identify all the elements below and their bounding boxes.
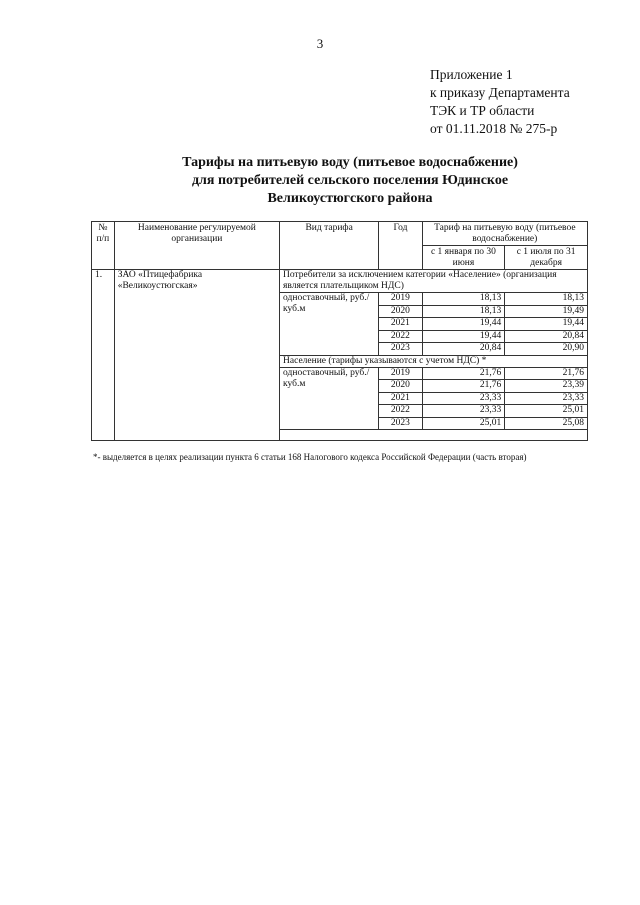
header-org: Наименование регулируемой организации bbox=[114, 222, 279, 270]
tariff-value: 23,33 bbox=[505, 392, 588, 405]
tariff-value: 23,39 bbox=[505, 380, 588, 393]
year-cell: 2021 bbox=[379, 392, 422, 405]
year-cell: 2021 bbox=[379, 318, 422, 331]
document-title bbox=[60, 154, 640, 208]
tariff-value: 23,33 bbox=[422, 392, 505, 405]
tariff-value: 20,90 bbox=[505, 343, 588, 356]
year-cell: 2020 bbox=[379, 380, 422, 393]
tariff-value: 25,01 bbox=[505, 405, 588, 418]
tariff-table bbox=[91, 221, 588, 441]
tariff-value: 18,13 bbox=[422, 293, 505, 306]
section-title: Население (тарифы указываются с учетом НДС) * bbox=[280, 355, 588, 367]
row-number: 1. bbox=[92, 270, 115, 441]
tariff-value: 23,33 bbox=[422, 405, 505, 418]
year-cell: 2019 bbox=[379, 367, 422, 380]
organization-name bbox=[114, 270, 279, 441]
annex-block bbox=[430, 66, 570, 138]
page-number: 3 bbox=[316, 36, 324, 51]
tariff-value: 18,13 bbox=[505, 293, 588, 306]
organization-line: ЗАО «Птицефабрика bbox=[117, 270, 203, 280]
header-tariff: Тариф на питьевую воду (питьевое водоснабжение) bbox=[422, 222, 587, 246]
year-cell: 2022 bbox=[379, 405, 422, 418]
title-line: для потребителей сельского поселения Юдинское bbox=[191, 173, 509, 188]
header-type: Вид тарифа bbox=[280, 222, 379, 270]
tariff-type: одноставочный, руб./куб.м bbox=[280, 293, 379, 356]
header-second-half: с 1 июля по 31 декабря bbox=[505, 246, 588, 270]
annex-line: к приказу Департамента bbox=[430, 85, 570, 100]
tariff-value: 18,13 bbox=[422, 305, 505, 318]
year-cell: 2023 bbox=[379, 343, 422, 356]
title-line: Великоустюгского района bbox=[267, 191, 433, 206]
tariff-value: 25,01 bbox=[422, 417, 505, 430]
year-cell: 2019 bbox=[379, 293, 422, 306]
tariff-value: 19,44 bbox=[422, 330, 505, 343]
tariff-value: 21,76 bbox=[422, 380, 505, 393]
tariff-value: 21,76 bbox=[505, 367, 588, 380]
year-cell: 2022 bbox=[379, 330, 422, 343]
annex-line: ТЭК и ТР области bbox=[430, 103, 535, 118]
tariff-value: 20,84 bbox=[422, 343, 505, 356]
tariff-value: 20,84 bbox=[505, 330, 588, 343]
header-year: Год bbox=[379, 222, 422, 270]
organization-line: «Великоустюгская» bbox=[117, 281, 198, 291]
empty-row bbox=[280, 430, 588, 441]
annex-line: Приложение 1 bbox=[430, 67, 513, 82]
title-line: Тарифы на питьевую воду (питьевое водоснабжение) bbox=[182, 155, 518, 170]
annex-line: от 01.11.2018 № 275-р bbox=[430, 121, 558, 136]
tariff-type: одноставочный, руб./куб.м bbox=[280, 367, 379, 430]
header-first-half: с 1 января по 30 июня bbox=[422, 246, 505, 270]
year-cell: 2020 bbox=[379, 305, 422, 318]
header-num: № п/п bbox=[92, 222, 115, 270]
year-cell: 2023 bbox=[379, 417, 422, 430]
footnote: *- выделяется в целях реализации пункта 6 статьи 168 Налогового кодекса Российской Федерации (часть вторая) bbox=[93, 452, 527, 462]
tariff-value: 19,44 bbox=[505, 318, 588, 331]
tariff-value: 25,08 bbox=[505, 417, 588, 430]
tariff-value: 19,49 bbox=[505, 305, 588, 318]
tariff-value: 21,76 bbox=[422, 367, 505, 380]
section-title: Потребители за исключением категории «Население» (организация является плательщиком НДС) bbox=[280, 270, 588, 293]
tariff-value: 19,44 bbox=[422, 318, 505, 331]
